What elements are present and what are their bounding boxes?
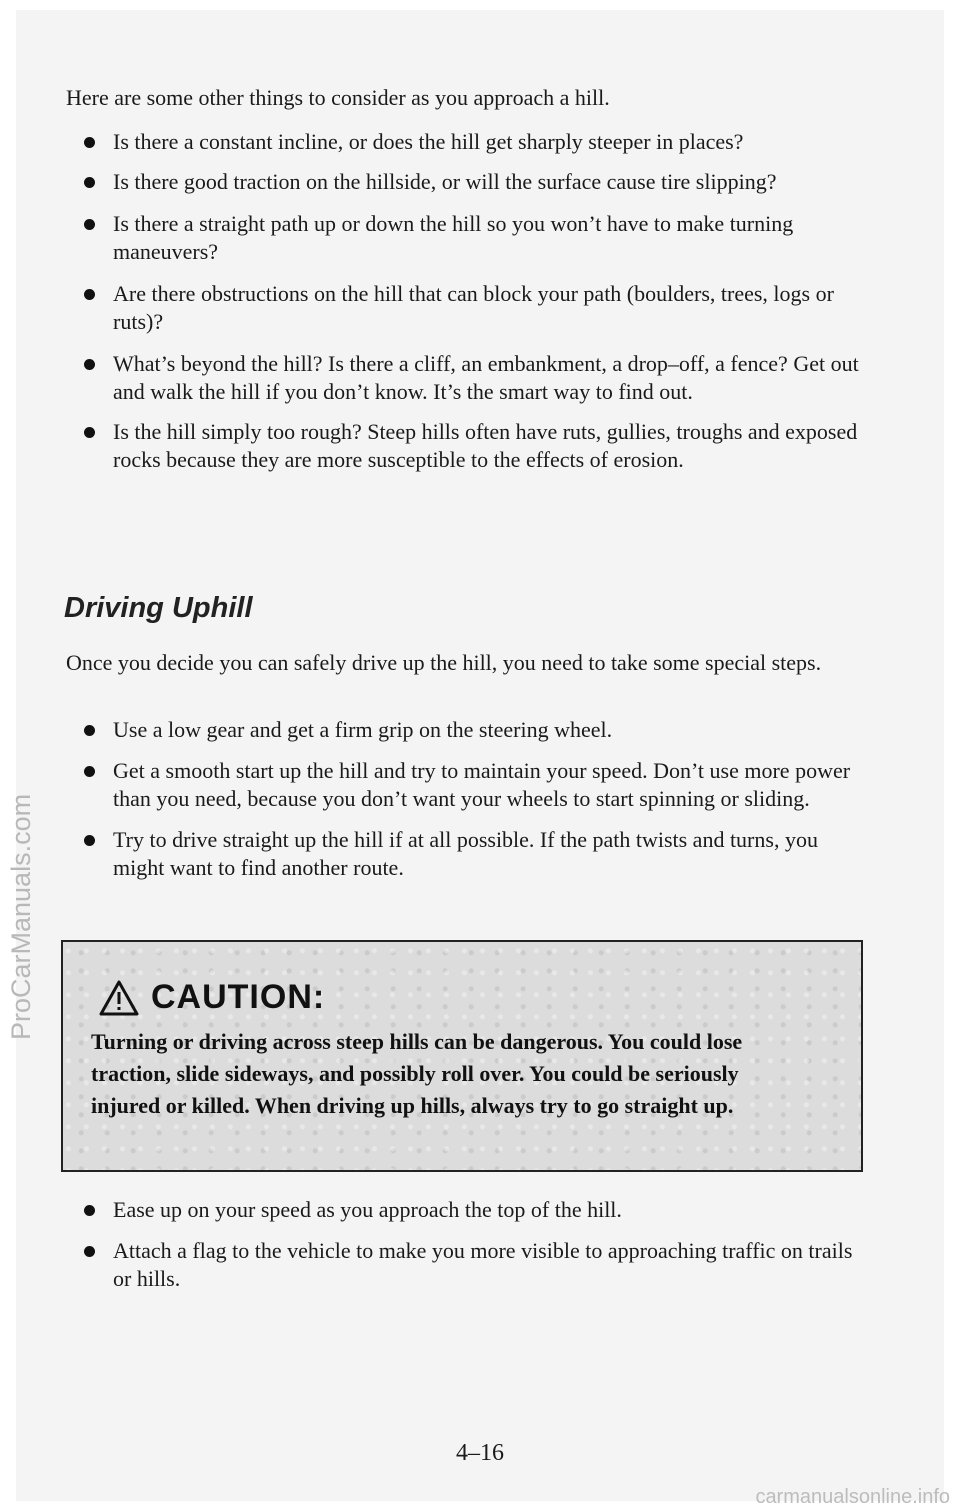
bullet-icon — [84, 137, 95, 148]
considerations-list — [66, 128, 866, 486]
bullet-icon — [84, 1246, 95, 1257]
bullet-icon — [84, 1205, 95, 1216]
caution-header — [99, 978, 325, 1017]
caution-text: Turning or driving across steep hills can be dangerous. You could lose traction, slide sideways, and possibly roll over. You could be seriously injured or killed. When driving up hills, always try to go straight up. — [91, 1029, 743, 1118]
list-item: Is there good traction on the hillside, or will the surface cause tire slipping? — [66, 168, 866, 196]
list-item: Is the hill simply too rough? Steep hills often have ruts, gullies, troughs and exposed rocks because they are more susceptible to the effects of erosion. — [66, 418, 866, 474]
list-item: Is there a constant incline, or does the hill get sharply steeper in places? — [66, 128, 866, 156]
footer-watermark: carmanualsonline.info — [755, 1486, 950, 1508]
caution-title: CAUTION: — [151, 978, 326, 1016]
page-number: 4–16 — [456, 1440, 504, 1466]
intro-paragraph: Here are some other things to consider as you approach a hill. — [66, 85, 610, 110]
bullet-icon — [84, 177, 95, 188]
list-item: What’s beyond the hill? Is there a cliff, an embankment, a drop–off, a fence? Get out and walk the hill if you don’t know. It’s the smart way to find out. — [66, 350, 866, 406]
bullet-icon — [84, 766, 95, 777]
list-item: Ease up on your speed as you approach the top of the hill. — [66, 1196, 866, 1224]
bullet-icon — [84, 289, 95, 300]
list-item: Get a smooth start up the hill and try to maintain your speed. Don’t use more power than you need, because you don’t want your wheels to start spinning or sliding. — [66, 757, 866, 813]
section-heading: Driving Uphill — [64, 592, 253, 624]
list-item: Try to drive straight up the hill if at all possible. If the path twists and turns, you might want to find another route. — [66, 826, 866, 882]
bullet-icon — [84, 835, 95, 846]
list-item: Is there a straight path up or down the hill so you won’t have to make turning maneuvers? — [66, 210, 866, 266]
section-intro: Once you decide you can safely drive up the hill, you need to take some special steps. — [66, 650, 822, 675]
list-item: Are there obstructions on the hill that can block your path (boulders, trees, logs or ruts)? — [66, 280, 866, 336]
warning-triangle-icon — [99, 980, 139, 1016]
bullet-icon — [84, 359, 95, 370]
caution-box — [61, 940, 863, 1172]
bullet-icon — [84, 219, 95, 230]
bullet-icon — [84, 725, 95, 736]
watermark: ProCarManuals.com — [6, 793, 36, 1040]
uphill-steps-list — [66, 716, 866, 895]
bullet-icon — [84, 427, 95, 438]
list-item: Use a low gear and get a firm grip on the steering wheel. — [66, 716, 866, 744]
hilltop-steps-list — [66, 1196, 866, 1306]
list-item: Attach a flag to the vehicle to make you more visible to approaching traffic on trails or hills. — [66, 1237, 866, 1293]
